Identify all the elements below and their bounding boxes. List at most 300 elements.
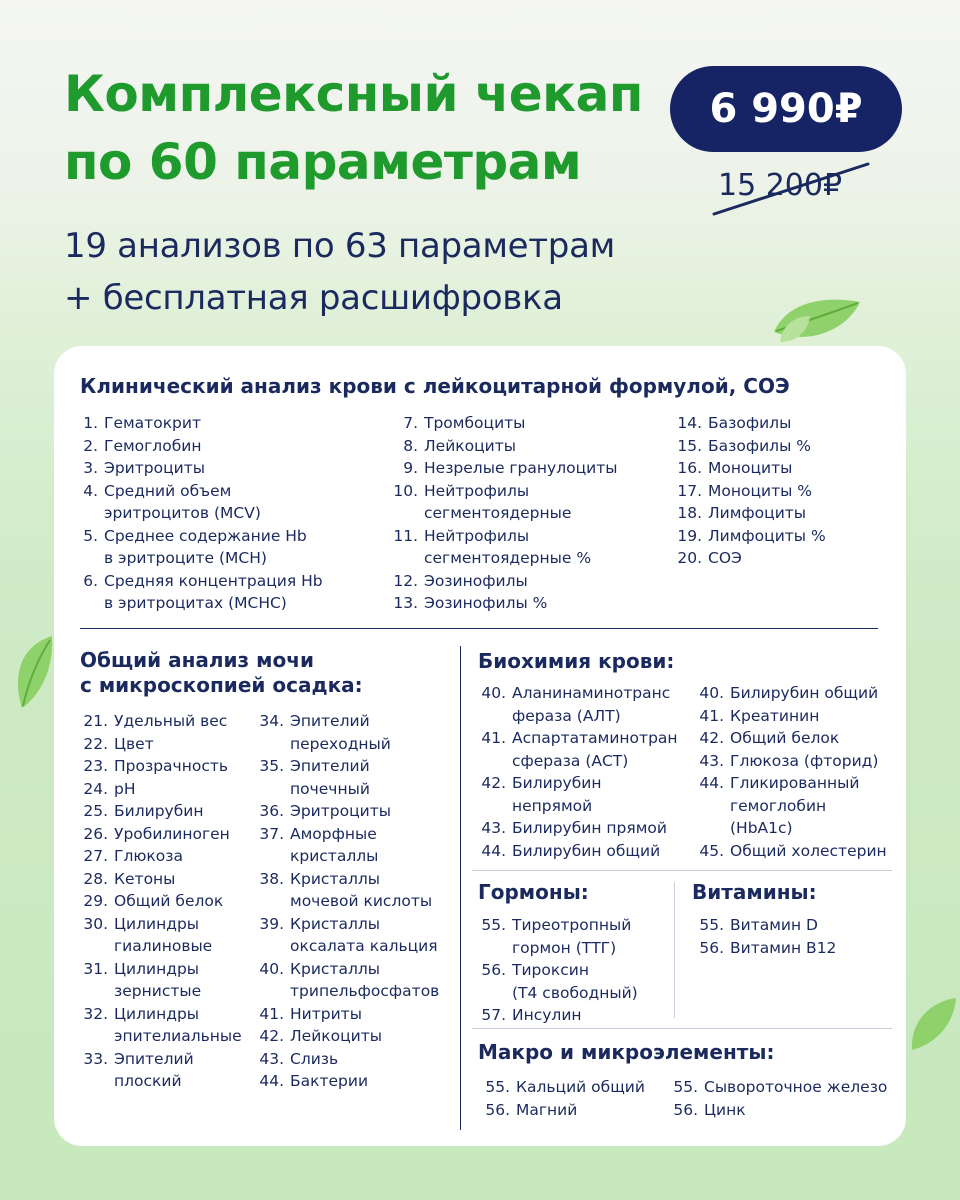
item-label-line: Слизь	[290, 1049, 339, 1068]
item-label	[108, 1003, 242, 1048]
item-label-line: эпителиальные	[114, 1027, 242, 1045]
item-label-line: Моноциты %	[708, 481, 813, 500]
item-label-line: мочевой кислоты	[290, 892, 433, 910]
item-label-line: Цвет	[114, 734, 154, 753]
item-label-line: в эритроците (MCH)	[104, 549, 267, 567]
item-label	[702, 457, 792, 480]
item-number: 7.	[403, 414, 418, 432]
item-number: 40.	[481, 684, 506, 702]
list-item	[254, 755, 439, 800]
list-item	[480, 1076, 645, 1099]
list-item	[692, 914, 836, 937]
list-item	[254, 868, 439, 913]
item-label-line: эритроцитов (MCV)	[104, 504, 261, 522]
item-label-line: Среднее содержание Hb	[104, 526, 307, 545]
list-item	[78, 890, 242, 913]
section-title-blood: Клинический анализ крови с лейкоцитарной формулой, СОЭ	[80, 374, 790, 398]
list-item	[474, 1004, 638, 1027]
list-item	[692, 727, 887, 750]
item-label	[284, 800, 391, 823]
item-label-line: Нейтрофилы	[424, 526, 530, 545]
item-label-line: Эпителий	[290, 757, 370, 775]
list-item	[668, 480, 826, 503]
item-label-line: Средняя концентрация Hb	[104, 571, 323, 590]
item-label-line: Лейкоциты	[424, 436, 517, 455]
item-label-line: Цинк	[704, 1100, 746, 1119]
item-label-line: Гематокрит	[104, 414, 201, 432]
item-label	[108, 868, 175, 891]
item-label-line: Эпителий	[114, 1049, 194, 1068]
list-item	[384, 592, 618, 615]
item-label	[724, 840, 887, 863]
item-number: 38.	[259, 869, 284, 888]
item-label	[506, 959, 638, 1004]
price-value: 6 990₽	[709, 86, 863, 132]
analysis-card	[54, 346, 906, 1146]
item-label	[108, 778, 136, 801]
item-label-line: Цилиндры	[114, 914, 200, 933]
list-item	[78, 755, 242, 778]
list-item	[78, 710, 242, 733]
item-number: 16.	[677, 459, 702, 477]
item-label-line: Лейкоциты	[290, 1027, 383, 1045]
item-number: 39.	[259, 914, 284, 933]
item-label-line: СОЭ	[708, 549, 742, 567]
list-item	[254, 1048, 439, 1071]
list-item	[78, 868, 242, 891]
item-label	[108, 845, 183, 868]
item-label	[506, 682, 670, 727]
section-title-minerals: Макро и микроэлементы:	[478, 1040, 775, 1064]
page-title	[64, 60, 643, 196]
list-item	[692, 750, 887, 773]
list-item	[78, 1048, 242, 1093]
list-item	[692, 705, 887, 728]
item-label-line: кристаллы	[290, 847, 379, 865]
item-number: 56.	[699, 938, 724, 957]
item-number: 57.	[481, 1006, 506, 1024]
item-label-line: Эритроциты	[104, 459, 205, 477]
item-number: 45.	[699, 841, 724, 860]
list-item	[74, 435, 323, 458]
item-label-line: Билирубин общий	[730, 684, 879, 702]
item-label-line: Кристаллы	[290, 914, 381, 933]
item-number: 56.	[673, 1100, 698, 1119]
item-label	[702, 435, 811, 458]
item-number: 41.	[481, 729, 506, 747]
item-label	[284, 913, 438, 958]
list-item	[78, 800, 242, 823]
item-label-line: гиалиновые	[114, 937, 213, 955]
item-number: 25.	[83, 802, 108, 820]
item-label-line: сегментоядерные %	[424, 549, 592, 567]
list-item	[692, 937, 836, 960]
list-item	[668, 1076, 887, 1099]
item-label	[108, 800, 203, 823]
section-title-vitamins: Витамины:	[692, 880, 817, 904]
item-label-line: Кристаллы	[290, 959, 381, 978]
item-number: 29.	[83, 892, 108, 910]
item-number: 6.	[83, 571, 98, 590]
item-label	[702, 525, 826, 548]
item-label-line: Аспартатаминотран	[512, 729, 678, 747]
item-label	[108, 890, 223, 913]
item-label	[284, 1048, 338, 1071]
item-label-line: Эпителий	[290, 712, 370, 730]
item-number: 28.	[83, 869, 108, 888]
item-number: 42.	[259, 1027, 284, 1045]
biochem-list-col1	[474, 682, 678, 862]
list-item	[668, 457, 826, 480]
item-label	[108, 958, 201, 1003]
item-number: 12.	[393, 571, 418, 590]
list-item	[384, 525, 618, 570]
item-label-line: Аморфные	[290, 824, 377, 843]
list-item	[692, 840, 887, 863]
leaf-icon	[8, 632, 56, 712]
section-divider	[472, 1028, 892, 1029]
item-number: 40.	[259, 959, 284, 978]
title-line-2: по 60 параметрам	[64, 133, 582, 191]
list-item	[668, 547, 826, 570]
list-item	[692, 772, 887, 840]
vitamins-list	[692, 914, 836, 959]
item-number: 33.	[83, 1049, 108, 1068]
item-label	[724, 682, 878, 705]
price-badge	[670, 66, 902, 152]
item-label	[98, 480, 261, 525]
item-label-line: Сывороточное железо	[704, 1078, 888, 1096]
item-number: 41.	[259, 1004, 284, 1023]
section-divider	[80, 628, 878, 629]
item-label-line: Магний	[516, 1100, 578, 1119]
old-price: 15 200₽	[718, 168, 843, 203]
list-item	[254, 710, 439, 755]
item-label	[108, 913, 212, 958]
item-label	[418, 412, 525, 435]
section-title-hormones: Гормоны:	[478, 880, 589, 904]
item-label-line: Гемоглобин	[104, 436, 202, 455]
item-label	[108, 710, 227, 733]
urine-title-line-2: с микроскопией осадка:	[80, 673, 363, 697]
list-item	[254, 913, 439, 958]
list-item	[384, 570, 618, 593]
item-label-line: плоский	[114, 1072, 182, 1090]
item-number: 3.	[83, 459, 98, 477]
item-label-line: гормон (ТТГ)	[512, 938, 617, 957]
item-label	[284, 958, 439, 1003]
item-label-line: Тромбоциты	[424, 414, 526, 432]
list-item	[384, 480, 618, 525]
item-label-line: Базофилы	[708, 414, 792, 432]
item-label-line: Витамин D	[730, 916, 818, 934]
item-label	[510, 1076, 645, 1099]
item-number: 14.	[677, 414, 702, 432]
item-label	[284, 1070, 368, 1093]
item-number: 26.	[83, 824, 108, 843]
list-item	[74, 525, 323, 570]
item-label-line: Лимфоциты %	[708, 526, 826, 545]
item-label-line: Бактерии	[290, 1072, 369, 1090]
list-item	[384, 457, 618, 480]
item-label-line: (Т4 свободный)	[512, 983, 638, 1002]
item-number: 56.	[481, 961, 506, 979]
item-number: 21.	[83, 712, 108, 730]
title-line-1: Комплексный чекап	[64, 65, 643, 123]
item-label-line: Прозрачность	[114, 757, 229, 775]
item-label-line: Витамин В12	[730, 938, 837, 957]
item-label	[702, 547, 742, 570]
urine-list-col1	[78, 710, 242, 1093]
item-label-line: переходный	[290, 734, 391, 753]
item-number: 36.	[259, 802, 284, 820]
list-item	[474, 914, 638, 959]
list-item	[74, 570, 323, 615]
item-label-line: Глюкоза (фторид)	[730, 751, 879, 770]
biochem-list-col2	[692, 682, 887, 862]
item-label	[98, 435, 201, 458]
item-label-line: Цилиндры	[114, 1004, 200, 1023]
item-label-line: Глюкоза	[114, 847, 183, 865]
item-label-line: Билирубин общий	[512, 841, 661, 860]
item-label	[108, 755, 228, 778]
item-label	[506, 1004, 582, 1027]
item-number: 43.	[699, 751, 724, 770]
item-number: 41.	[699, 706, 724, 725]
column-divider	[674, 882, 675, 1018]
item-label	[506, 772, 601, 817]
item-label-line: pH	[114, 779, 136, 798]
item-label	[108, 1048, 194, 1093]
item-label-line: Незрелые гранулоциты	[424, 459, 618, 477]
item-label-line: Кетоны	[114, 869, 176, 888]
list-item	[254, 1070, 439, 1093]
item-number: 2.	[83, 436, 98, 455]
item-number: 43.	[481, 819, 506, 837]
item-number: 56.	[485, 1100, 510, 1119]
item-label	[724, 937, 836, 960]
item-label-line: Кристаллы	[290, 869, 381, 888]
list-item	[474, 959, 638, 1004]
item-label	[724, 914, 818, 937]
item-number: 27.	[83, 847, 108, 865]
item-label-line: Базофилы %	[708, 436, 811, 455]
item-label	[506, 817, 667, 840]
item-label-line: Цилиндры	[114, 959, 200, 978]
item-label	[724, 750, 878, 773]
blood-list-col1	[74, 412, 323, 615]
item-label-line: Кальций общий	[516, 1078, 645, 1096]
list-item	[78, 958, 242, 1003]
subtitle-line-2: + бесплатная расшифровка	[64, 278, 563, 318]
item-label	[702, 502, 806, 525]
list-item	[474, 727, 678, 772]
item-number: 30.	[83, 914, 108, 933]
item-number: 35.	[259, 757, 284, 775]
item-label-line: Билирубин прямой	[512, 819, 667, 837]
item-label	[506, 840, 660, 863]
item-number: 43.	[259, 1049, 284, 1068]
item-label	[284, 710, 391, 755]
list-item	[474, 772, 678, 817]
list-item	[668, 1099, 887, 1122]
item-label-line: Моноциты	[708, 459, 793, 477]
item-label-line: Эозинофилы %	[424, 594, 548, 612]
item-number: 55.	[481, 916, 506, 934]
item-number: 42.	[481, 774, 506, 792]
item-label	[284, 823, 378, 868]
item-label	[418, 435, 516, 458]
list-item	[474, 840, 678, 863]
list-item	[480, 1099, 645, 1122]
list-item	[74, 412, 323, 435]
item-label	[108, 823, 230, 846]
list-item	[74, 480, 323, 525]
item-label-line: Эозинофилы	[424, 571, 528, 590]
item-label	[506, 914, 631, 959]
item-label-line: фераза (АЛТ)	[512, 706, 621, 725]
item-label-line: (HbA1c)	[730, 819, 793, 837]
item-label	[284, 1025, 382, 1048]
item-label-line: Общий белок	[730, 729, 840, 747]
item-label	[98, 457, 205, 480]
item-label-line: Тироксин	[512, 961, 589, 979]
item-label-line: Лимфоциты	[708, 504, 807, 522]
list-item	[384, 435, 618, 458]
section-title-urine	[80, 648, 363, 698]
item-label	[284, 1003, 362, 1026]
item-label-line: Нейтрофилы	[424, 481, 530, 500]
item-label	[284, 755, 370, 800]
item-number: 18.	[677, 504, 702, 522]
item-label	[698, 1076, 887, 1099]
item-label-line: в эритроцитах (MCHC)	[104, 594, 287, 612]
item-number: 55.	[485, 1078, 510, 1096]
minerals-list-col2	[668, 1076, 887, 1121]
item-label	[98, 570, 323, 615]
item-label-line: непрямой	[512, 796, 593, 815]
item-number: 42.	[699, 729, 724, 747]
item-label	[724, 705, 819, 728]
list-item	[474, 682, 678, 727]
item-label-line: Общий белок	[114, 892, 224, 910]
hormones-list	[474, 914, 638, 1027]
column-divider	[460, 646, 461, 1130]
item-number: 40.	[699, 684, 724, 702]
item-label-line: Удельный вес	[114, 712, 228, 730]
item-number: 11.	[393, 526, 418, 545]
item-label-line: Инсулин	[512, 1006, 582, 1024]
item-number: 44.	[699, 774, 724, 792]
list-item	[384, 412, 618, 435]
list-item	[78, 823, 242, 846]
item-label-line: оксалата кальция	[290, 937, 438, 955]
list-item	[474, 817, 678, 840]
list-item	[254, 1025, 439, 1048]
item-label-line: трипельфосфатов	[290, 982, 440, 1000]
item-number: 23.	[83, 757, 108, 775]
list-item	[254, 958, 439, 1003]
urine-title-line-1: Общий анализ мочи	[80, 648, 314, 672]
item-number: 22.	[83, 734, 108, 753]
item-number: 44.	[481, 841, 506, 860]
section-divider	[472, 870, 892, 871]
item-label	[418, 480, 571, 525]
list-item	[78, 913, 242, 958]
item-label-line: Эритроциты	[290, 802, 391, 820]
item-label	[98, 525, 307, 570]
item-number: 9.	[403, 459, 418, 477]
item-label-line: сегментоядерные	[424, 504, 572, 522]
list-item	[78, 1003, 242, 1048]
item-label-line: почечный	[290, 779, 370, 798]
subtitle	[64, 220, 615, 324]
item-number: 31.	[83, 959, 108, 978]
leaf-icon	[776, 312, 816, 346]
item-label	[284, 868, 432, 913]
item-number: 4.	[83, 481, 98, 500]
item-label-line: зернистые	[114, 982, 202, 1000]
list-item	[668, 412, 826, 435]
list-item	[78, 778, 242, 801]
item-label-line: Билирубин	[114, 802, 204, 820]
list-item	[78, 845, 242, 868]
item-label-line: сфераза (АСТ)	[512, 751, 629, 770]
item-number: 17.	[677, 481, 702, 500]
item-label-line: Нитриты	[290, 1004, 362, 1023]
item-label	[724, 772, 859, 840]
item-label-line: Креатинин	[730, 706, 820, 725]
item-label-line: Общий холестерин	[730, 841, 887, 860]
item-number: 19.	[677, 526, 702, 545]
blood-list-col3	[668, 412, 826, 570]
item-number: 10.	[393, 481, 418, 500]
list-item	[692, 682, 887, 705]
item-label	[506, 727, 678, 772]
list-item	[254, 823, 439, 868]
item-number: 5.	[83, 526, 98, 545]
item-number: 55.	[699, 916, 724, 934]
item-number: 44.	[259, 1072, 284, 1090]
item-number: 24.	[83, 779, 108, 798]
list-item	[78, 733, 242, 756]
subtitle-line-1: 19 анализов по 63 параметрам	[64, 226, 615, 266]
item-label-line: Средний объем	[104, 481, 232, 500]
item-label	[724, 727, 839, 750]
item-number: 1.	[83, 414, 98, 432]
item-label-line: Гликированный	[730, 774, 860, 792]
item-label	[702, 480, 812, 503]
list-item	[668, 525, 826, 548]
section-title-biochem: Биохимия крови:	[478, 649, 675, 673]
item-label-line: Билирубин	[512, 774, 602, 792]
item-number: 37.	[259, 824, 284, 843]
minerals-list-col1	[480, 1076, 645, 1121]
list-item	[668, 435, 826, 458]
item-label	[510, 1099, 577, 1122]
urine-list-col2	[254, 710, 439, 1093]
item-label	[698, 1099, 746, 1122]
list-item	[254, 800, 439, 823]
item-number: 32.	[83, 1004, 108, 1023]
item-number: 20.	[677, 549, 702, 567]
item-label	[418, 592, 547, 615]
list-item	[74, 457, 323, 480]
strikethrough-line	[712, 160, 872, 220]
item-label-line: Уробилиноген	[114, 824, 230, 843]
list-item	[668, 502, 826, 525]
leaf-icon	[906, 994, 960, 1054]
